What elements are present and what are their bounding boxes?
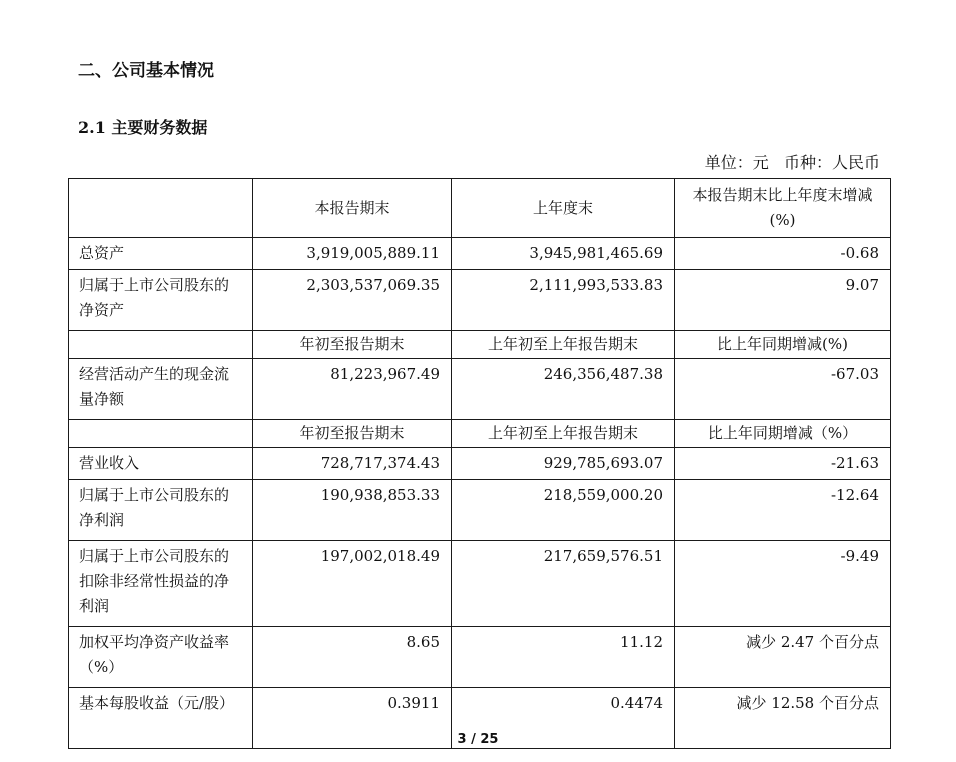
row-label: 基本每股收益（元/股）: [69, 688, 253, 749]
table-row: [69, 448, 891, 480]
row-label: 归属于上市公司股东的扣除非经常性损益的净利润: [69, 541, 253, 627]
table-row: [69, 541, 891, 627]
cell-value: 减少 12.58 个百分点: [675, 688, 891, 749]
cell-value: 3,919,005,889.11: [253, 238, 452, 270]
cell-value: 0.3911: [253, 688, 452, 749]
cell-value: -0.68: [675, 238, 891, 270]
cell-value: 217,659,576.51: [452, 541, 675, 627]
row-label: 总资产: [69, 238, 253, 270]
cell-value: 11.12: [452, 627, 675, 688]
cell-value: 2,111,993,533.83: [452, 270, 675, 331]
cell-value: 218,559,000.20: [452, 480, 675, 541]
cell-value: -9.49: [675, 541, 891, 627]
financial-data-table: [68, 178, 891, 749]
header-cell-yoy-change: 比上年同期增减(%): [675, 331, 891, 359]
table-row: [69, 627, 891, 688]
header-cell-ytd: 年初至报告期末: [253, 331, 452, 359]
header-cell-prior-ytd: 上年初至上年报告期末: [452, 331, 675, 359]
table-subheader-row: [69, 331, 891, 359]
table-header-row: [69, 179, 891, 238]
table-row: [69, 359, 891, 420]
subsection-title: 2.1 主要财务数据: [78, 118, 208, 137]
row-label: 归属于上市公司股东的净利润: [69, 480, 253, 541]
cell-value: 9.07: [675, 270, 891, 331]
header-cell-blank: [69, 420, 253, 448]
cell-value: -21.63: [675, 448, 891, 480]
section-title: 二、公司基本情况: [78, 61, 214, 81]
header-cell-ytd: 年初至报告期末: [253, 420, 452, 448]
cell-value: 190,938,853.33: [253, 480, 452, 541]
header-cell-change-pct: 本报告期末比上年度末增减(%): [675, 179, 891, 238]
header-cell-blank: [69, 331, 253, 359]
cell-value: 81,223,967.49: [253, 359, 452, 420]
cell-value: 728,717,374.43: [253, 448, 452, 480]
table-row: [69, 270, 891, 331]
cell-value: 0.4474: [452, 688, 675, 749]
cell-value: 减少 2.47 个百分点: [675, 627, 891, 688]
header-cell-current-period-end: 本报告期末: [253, 179, 452, 238]
row-label: 经营活动产生的现金流量净额: [69, 359, 253, 420]
cell-value: 3,945,981,465.69: [452, 238, 675, 270]
cell-value: 8.65: [253, 627, 452, 688]
unit-currency-note: 单位：元 币种：人民币: [704, 153, 880, 172]
cell-value: 246,356,487.38: [452, 359, 675, 420]
row-label: 归属于上市公司股东的净资产: [69, 270, 253, 331]
page-number: 3 / 25: [457, 732, 499, 747]
header-cell-prior-year-end: 上年度末: [452, 179, 675, 238]
row-label: 加权平均净资产收益率（%）: [69, 627, 253, 688]
cell-value: 197,002,018.49: [253, 541, 452, 627]
table-row: [69, 238, 891, 270]
row-label: 营业收入: [69, 448, 253, 480]
header-cell-yoy-change: 比上年同期增减（%）: [675, 420, 891, 448]
table-row: [69, 480, 891, 541]
cell-value: -12.64: [675, 480, 891, 541]
cell-value: 2,303,537,069.35: [253, 270, 452, 331]
header-cell-blank: [69, 179, 253, 238]
cell-value: -67.03: [675, 359, 891, 420]
header-cell-prior-ytd: 上年初至上年报告期末: [452, 420, 675, 448]
cell-value: 929,785,693.07: [452, 448, 675, 480]
table-subheader-row: [69, 420, 891, 448]
